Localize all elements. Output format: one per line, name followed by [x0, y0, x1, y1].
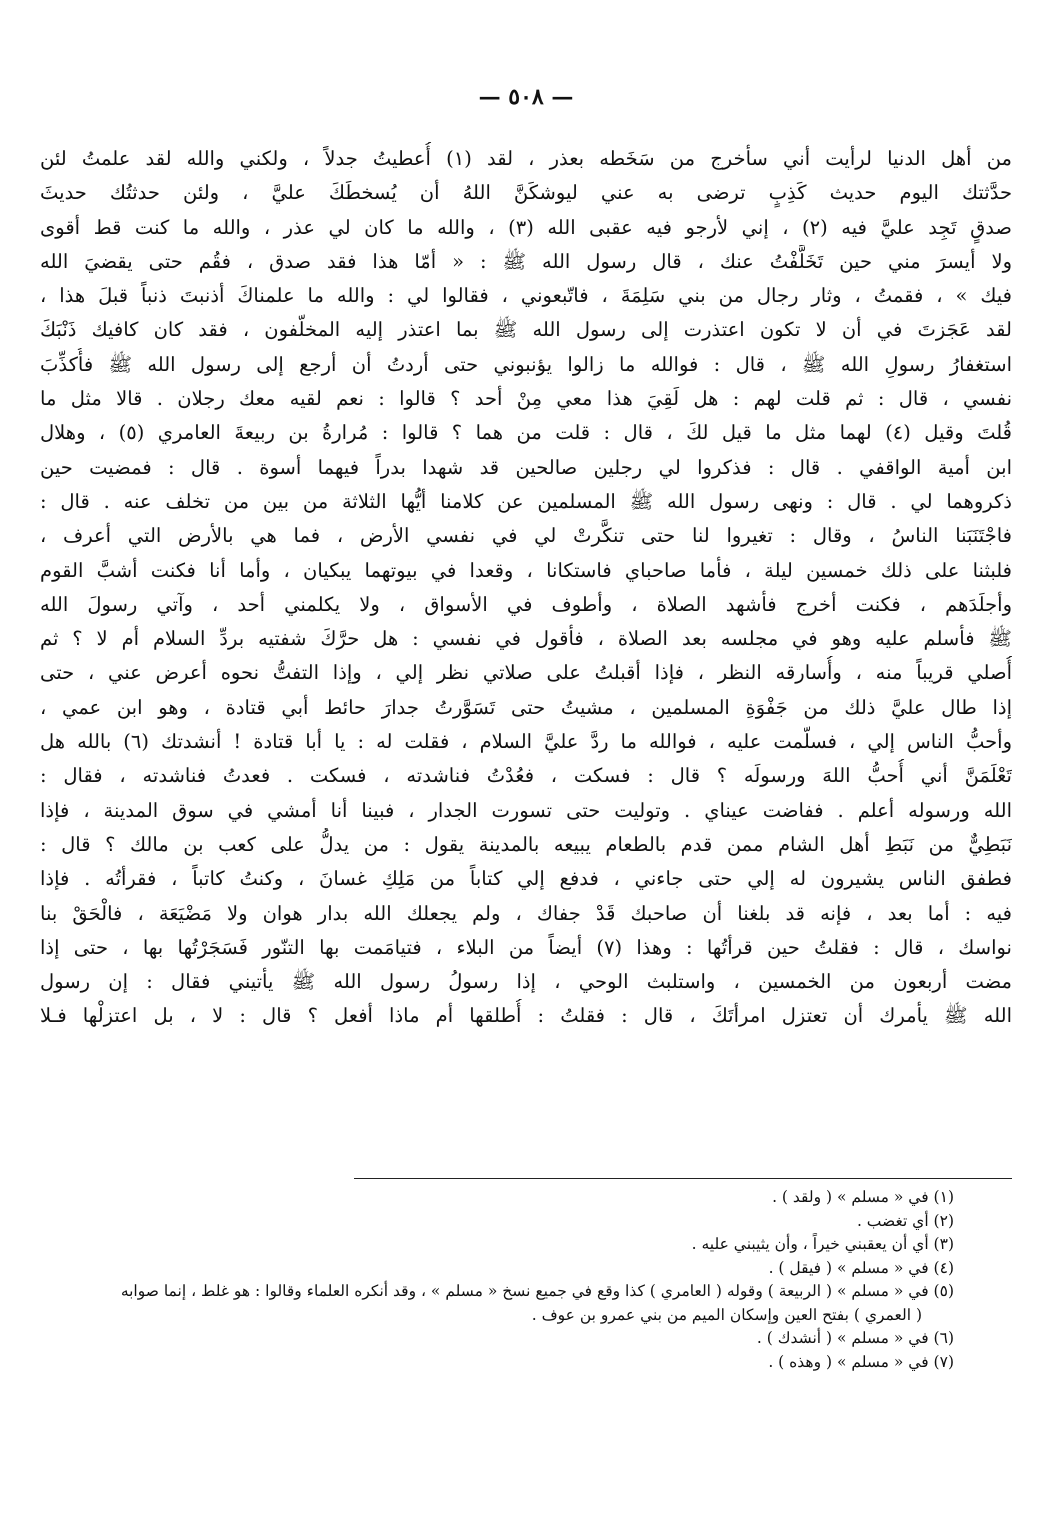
text-line: فاجْتَنَبَنا الناسُ ، وقال : تغيروا لنا حتى تنكَّرتْ لي في نفسي الأرض ، فما هي بالأرض التي أعرف ، — [40, 524, 1012, 548]
text-line: لقد عَجَزتَ في أن لا تكون اعتذرت إلى رسول الله ﷺ بما اعتذر إليه المخلّفون ، فقد كان كافيك ذَنْبَكَ — [40, 318, 1012, 342]
text-line: وأحبُّ الناس إلي ، فسلّمت عليه ، فوالله ما ردَّ عليَّ السلام ، فقلت له : يا أبا قتادة ! أنشدتك (٦) بالله هل — [40, 730, 1012, 754]
footnote: (٤) في « مسلم » ( فيقل ) . — [768, 1258, 954, 1277]
footnotes — [40, 1186, 1012, 1374]
footnote: (٧) في « مسلم » ( وهذه ) . — [768, 1352, 954, 1371]
text-line: ابن أمية الواقفي . قال : فذكروا لي رجلين صالحين قد شهدا بدراً فيهما أسوة . قال : فمضيت حين — [40, 455, 1012, 479]
text-line: فيه : أما بعد ، فإنه قد بلغنا أن صاحبك قَدْ جفاك ، ولم يجعلك الله بدار هوان ولا مَضْيَعَة ، فالْحَقْ بنا — [40, 901, 1012, 925]
text-line: الله ورسوله أعلم . ففاضت عيناي . وتوليت حتى تسورت الجدار ، فبينا أنا أمشي في سوق المدينة ، فإذا — [40, 798, 1012, 822]
footnote: (٢) أي تغضب . — [856, 1211, 954, 1230]
text-line: تَعْلَمَنَّ أني أُحبُّ اللهَ ورسولَه ؟ قال : فسكت ، فعُدْتُ فناشدته ، فسكت . فعدتُ فناشدته ، فقال : — [40, 764, 1012, 788]
text-line: ولا أيسرَ مني حين تَخَلَّفْتُ عنك ، قال رسول الله ﷺ : « أمّا هذا فقد صدق ، فقُم حتى يقضيَ الله — [40, 249, 1012, 273]
text-line: من أهل الدنيا لرأيت أني سأخرج من سَخَطه بعذر ، لقد (١) أُعطيتُ جدلاً ، ولكني والله لقد علمتُ لئن — [40, 147, 1012, 170]
text-line: صدقٍ تَجِد عليَّ فيه (٢) ، إني لأرجو فيه عقبى الله (٣) ، والله ما كان لي عذر ، والله ما كنت قط أقوى — [40, 215, 1012, 239]
text-line: فطفق الناس يشيرون له إلي حتى جاءني ، فدفع إلي كتاباً من مَلِكِ غسانَ ، وكنتُ كاتباً ، فقرأتُه . فإذا — [40, 867, 1012, 891]
text-line: أُصلي قريباً منه ، وأُسارقه النظر ، فإذا أقبلتُ على صلاتي نظر إلي ، وإذا التفتُّ نحوه أعرض عني ، حتى — [40, 661, 1012, 685]
text-line: فيك » ، فقمتُ ، وثار رجال من بني سَلِمَةَ ، فاتّبعوني ، فقالوا لي : والله ما علمناكَ أذنبتَ ذنباً قبلَ هذا ، — [40, 284, 1012, 308]
footnote: (٥) في « مسلم » ( الربيعة ) وقوله ( العامري ) كذا وقع في جميع نسخ « مسلم » ، وقد أنكره العلماء وقالوا : هو غلط ، إنما صوابه — [120, 1282, 954, 1300]
text-line: مضت أربعون من الخمسين ، واستلبث الوحي ، إذا رسولُ رسول الله ﷺ يأتيني فقال : إن رسول — [40, 970, 1012, 994]
text-line: فلبثنا على ذلك خمسين ليلة ، فأما صاحباي فاستكانا ، وقعدا في بيوتهما يبكيان ، وأما أنا فكنت أشبَّ القوم — [40, 558, 1012, 582]
text-line: حدَّثتك اليوم حديث كَذِبٍ ترضى به عني ليوشكَنَّ اللهُ أن يُسخطَكَ عليَّ ، ولئن حدثتُك حديثَ — [40, 181, 1012, 205]
footnote-separator — [354, 1178, 1012, 1179]
footnote: (١) في « مسلم » ( ولقد ) . — [772, 1188, 954, 1206]
page-number: — ٥٠٨ — — [478, 84, 574, 110]
footnote-continuation: ( العمري ) بفتح العين وإسكان الميم من بني عمرو بن عوف . — [531, 1305, 922, 1324]
text-line: نواسك ، قال : فقلتُ حين قرأتُها : وهذا (٧) أيضاً من البلاء ، فتيامَمت بها التنّور فَسَجَرْتُها بها ، حتى إذا — [40, 935, 1012, 959]
text-line: نَبَطِيٌّ من نَبَطِ أهل الشام ممن قدم بالطعام يبيعه بالمدينة يقول : من يدلُّ على كعب بن مالك ؟ قال : — [40, 832, 1012, 856]
text-line: ذكروهما لي . قال : ونهى رسول الله ﷺ المسلمين عن كلامنا أيُّها الثلاثة من بين من تخلف عنه . قال : — [40, 489, 1012, 513]
footnote: (٦) في « مسلم » ( أنشدك ) . — [756, 1329, 954, 1347]
text-line: قُلتَ وقيل (٤) لهما مثل ما قيل لكَ ، قال : قلت من هما ؟ قالوا : مُرارةُ بن ربيعةَ العامري (٥) ، وهلال — [40, 421, 1012, 445]
text-line: الله ﷺ يأمرك أن تعتزل امرأتَكَ ، قال : فقلتُ : أُطلقها أم ماذا أفعل ؟ قال : لا ، بل اعتزلْها فـلا — [40, 1004, 1012, 1028]
text-line: نفسي ، قال : ثم قلت لهم : هل لَقِيَ هذا معي مِنْ أحد ؟ قالوا : نعم لقيه معك رجلان . قالا مثل ما — [40, 387, 1012, 411]
footnote: (٣) أي أن يعقبني خيراً ، وأن يثيبني عليه . — [691, 1235, 954, 1253]
main-text — [40, 142, 1012, 1034]
text-line: ﷺ فأسلم عليه وهو في مجلسه بعد الصلاة ، فأقول في نفسي : هل حرَّكَ شفتيه بردِّ السلام أم لا ؟ ثم — [40, 627, 1012, 651]
text-line: استغفارُ رسولِ الله ﷺ ، قال : فوالله ما زالوا يؤنبوني حتى أردتُ أن أرجع إلى رسول الله ﷺ فأُكذِّبَ — [40, 352, 1012, 376]
text-line: وأجلَدَهم ، فكنت أخرج فأشهد الصلاة ، وأطوف في الأسواق ، ولا يكلمني أحد ، وآتي رسولَ الله — [40, 592, 1012, 616]
text-line: إذا طال عليَّ ذلك من جَفْوَةِ المسلمين ، مشيتُ حتى تَسَوَّرتُ جدارَ حائط أبي قتادة ، وهو ابن عمي ، — [40, 695, 1012, 719]
